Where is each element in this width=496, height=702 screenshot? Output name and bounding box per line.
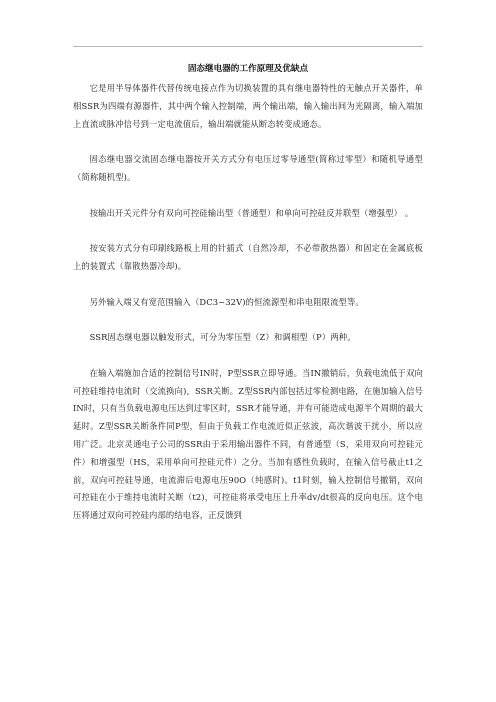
paragraph: 按输出开关元件分有双向可控硅输出型（普通型）和单向可控硅反并联型（增强型） 。 <box>89 207 414 218</box>
paragraph: 在输入端施加合适的控制信号IN时，P型SSR立即导通。当IN撤销后，负载电流低于双向可控硅维持电流时（交流换向)，SSR关断。Z型SSR内部包括过零检测电路，在施加输入信号IN时，只有当负载电源电压达到过零区时，SSR才能导通，并有可能造成电源半个周期的最大延时。Z型SSR关断条件同P型，但由于负载工作电流近似正弦波，高次谐波干扰小，所以应用广泛。北京灵通电子公司的SSR由于采用输出器件不同，有普通型（S，采用双向可控硅元件）和增强型（HS，采用单向可控硅元件）之分。当加有感性负载时，在输入信号截止t1之前，双向可控硅导通，电流滞后电源电压90O（纯感时)。t1时刻，输入控制信号撤销，双向可控硅在小于维持电流时关断（t2)，可控硅将承受电压上升率dv/dt很高的反向电压。这个电压将通过双向可控硅内部的结电容，正反馈到 <box>73 367 423 521</box>
document-body <box>73 63 423 525</box>
document-title: 固态继电器的工作原理及优缺点 <box>187 64 309 74</box>
paragraph: SSR固态继电器以触发形式，可分为零压型（Z）和调相型（P）两种。 <box>89 332 356 343</box>
header-rule <box>73 46 423 47</box>
paragraph: 另外输入端又有宽范围输入（DC3~32V)的恒流源型和串电阻限流型等。 <box>89 296 364 307</box>
paragraph: 按安装方式分有印刷线路板上用的针插式（自然冷却，不必带散热器）和固定在金属底板上的装置式（靠散热器冷却)。 <box>73 243 423 271</box>
paragraph: 它是用半导体器件代替传统电接点作为切换装置的具有继电器特性的无触点开关器件，单相SSR为四端有源器件，其中两个输入控制端，两个输出端，输入输出间为光隔离，输入端加上直流或脉冲信号到一定电流值后，输出端就能从断态转变成通态。 <box>73 83 423 129</box>
paragraph: 固态继电器交流固态继电器按开关方式分有电压过零导通型(简称过零型）和随机导通型（简称随机型)。 <box>73 154 423 182</box>
